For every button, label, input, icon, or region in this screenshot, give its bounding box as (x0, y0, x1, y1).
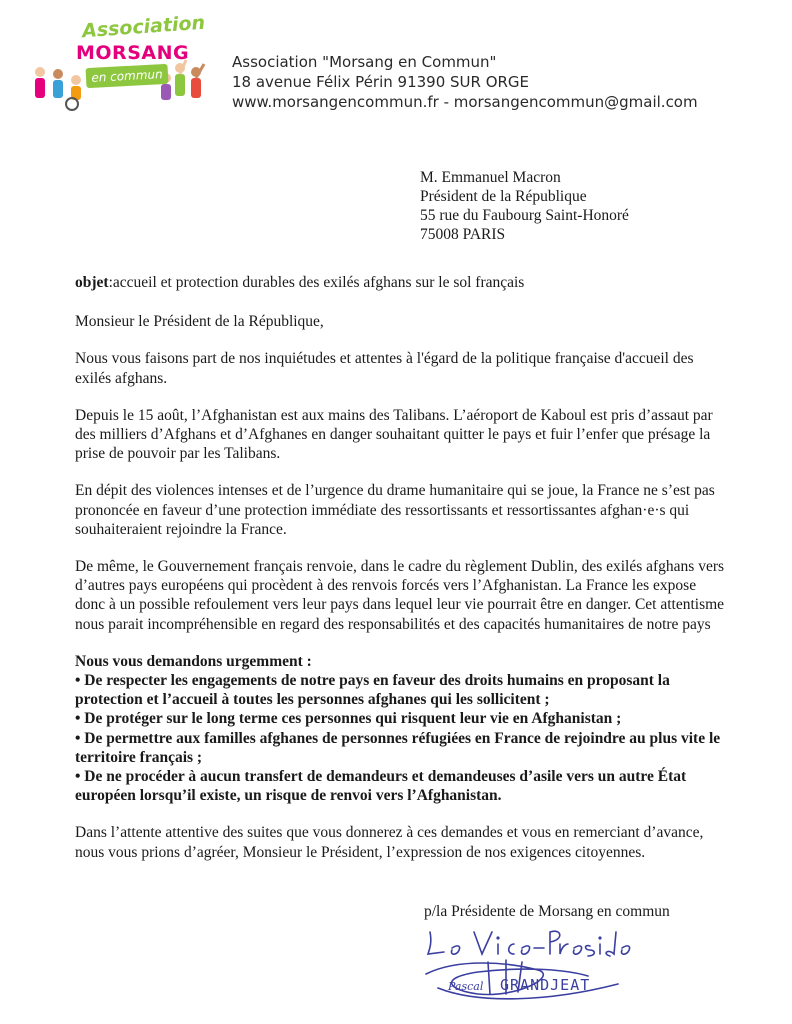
demand-item: • De ne procéder à aucun transfert de demandeurs et demandeuses d’asile vers un autre État européen lorsqu’il existe, un risque de renvoi vers l’Afghanistan. (75, 768, 687, 805)
letter-object (75, 273, 725, 292)
signature-first-name: Pascal (448, 980, 484, 993)
demands-list (75, 652, 725, 806)
recipient-block (420, 168, 629, 244)
object-text: :accueil et protection durables des exilés afghans sur le sol français (108, 274, 525, 291)
logo-word-association: Association (81, 11, 206, 43)
demand-item: • De protéger sur le long terme ces personnes qui risquent leur vie en Afghanistan ; (75, 710, 622, 728)
demand-item: • De respecter les engagements de notre pays en faveur des droits humains en proposant la protection et l’accueil à toutes les personnes afghanes qui les sollicitent ; (75, 672, 670, 709)
recipient-city: 75008 PARIS (420, 226, 506, 243)
sender-contact: www.morsangencommun.fr - morsangencommun@gmail.com (232, 93, 698, 111)
handwritten-signature (418, 918, 638, 1008)
paragraph: Depuis le 15 août, l’Afghanistan est aux mains des Talibans. L’aéroport de Kaboul est pris d’assaut par des milliers d’Afghans et d’Afghanes en danger souhaitant quitter le pays et fuir l’enfer que présage la prise de pouvoir par les Talibans. (75, 406, 713, 463)
sender-header (232, 52, 698, 112)
logo-word-en-commun: en commun (86, 64, 169, 88)
demands-intro: Nous vous demandons urgemment : (75, 652, 312, 670)
logo-word-morsang: MORSANG (76, 42, 190, 64)
letter-body (75, 273, 725, 880)
closing-paragraph: Dans l’attente attentive des suites que vous donnerez à ces demandes et vous en remerciant d’avance, nous vous prions d’agréer, Monsieur le Président, l’expression de nos exigences citoyennes. (75, 824, 704, 861)
recipient-title: Président de la République (420, 188, 587, 205)
signature-last-name: GRANDJEAT (500, 976, 591, 994)
recipient-street: 55 rue du Faubourg Saint-Honoré (420, 207, 629, 224)
signature-line: p/la Présidente de Morsang en commun (424, 903, 670, 920)
recipient-name: M. Emmanuel Macron (420, 169, 561, 186)
sender-address: 18 avenue Félix Périn 91390 SUR ORGE (232, 73, 530, 91)
demand-item: • De permettre aux familles afghanes de personnes réfugiées en France de rejoindre au plus vite le territoire français ; (75, 729, 721, 766)
paragraph: En dépit des violences intenses et de l’urgence du drame humanitaire qui se joue, la France ne s’est pas prononcée en faveur d’une protection immédiate des ressortissants et ressortissantes afghan·e·s qui souhaiteraient rejoindre la France. (75, 482, 715, 538)
sender-name: Association "Morsang en Commun" (232, 53, 497, 71)
object-label: objet (75, 274, 109, 291)
salutation: Monsieur le Président de la République, (75, 313, 324, 331)
paragraph: De même, le Gouvernement français renvoie, dans le cadre du règlement Dublin, des exilés afghans vers d’autres pays européens qui procèdent à des renvois forcés vers l’Afghanistan. La France les expose donc à un possible refoulement vers leur pays dans lequel leur vie pourrait être en danger. Cet attentisme nous parait incompréhensible en regard des responsabilités et des capacités humanitaires de notre pays (75, 558, 725, 633)
paragraph: Nous vous faisons part de nos inquiétudes et attentes à l'égard de la politique française d'accueil des exilés afghans. (75, 350, 694, 387)
association-logo (30, 11, 220, 114)
